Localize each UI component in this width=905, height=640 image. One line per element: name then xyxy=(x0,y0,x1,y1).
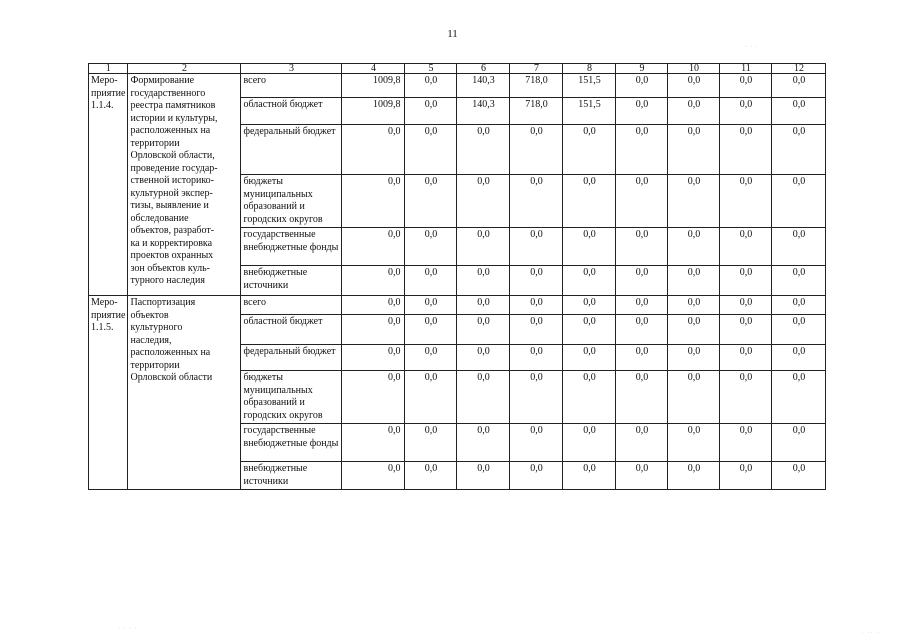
column-number-1: 1 xyxy=(89,64,128,74)
value-cell-col-4: 0,0 xyxy=(342,345,405,371)
value-cell-col-4: 0,0 xyxy=(342,462,405,490)
value-cell-col-8: 0,0 xyxy=(563,371,616,424)
value-cell-col-5: 0,0 xyxy=(405,424,457,462)
event-description-line: наследия, xyxy=(130,334,172,346)
value-cell-col-10: 0,0 xyxy=(668,125,720,175)
event-description-cell xyxy=(128,74,241,296)
value-cell-col-12: 0,0 xyxy=(772,371,826,424)
column-number-5: 5 xyxy=(405,64,457,74)
event-description-line: Орловской области, xyxy=(130,150,215,161)
value-cell-col-6: 0,0 xyxy=(457,175,510,228)
value-cell-col-11: 0,0 xyxy=(720,296,772,315)
value-cell-col-8: 0,0 xyxy=(563,345,616,371)
funding-source-cell: государственные внебюджетные фонды xyxy=(241,424,342,462)
value-cell-col-5: 0,0 xyxy=(405,462,457,490)
value-cell-col-10: 0,0 xyxy=(668,228,720,266)
value-cell-col-8: 0,0 xyxy=(563,228,616,266)
column-number-6: 6 xyxy=(457,64,510,74)
column-number-4: 4 xyxy=(342,64,405,74)
value-cell-col-11: 0,0 xyxy=(720,462,772,490)
value-cell-col-12: 0,0 xyxy=(772,228,826,266)
value-cell-col-12: 0,0 xyxy=(772,345,826,371)
column-number-8: 8 xyxy=(563,64,616,74)
value-cell-col-9: 0,0 xyxy=(616,462,668,490)
value-cell-col-7: 0,0 xyxy=(510,371,563,424)
event-description-line: объектов, разработ- xyxy=(130,225,215,236)
value-cell-col-7: 0,0 xyxy=(510,175,563,228)
value-cell-col-10: 0,0 xyxy=(668,371,720,424)
funding-source-cell: внебюджетные источники xyxy=(241,266,342,296)
event-description-line: обследование xyxy=(130,212,189,224)
value-cell-col-8: 0,0 xyxy=(563,175,616,228)
event-description-line: истории и культуры, xyxy=(130,112,218,124)
value-cell-col-12: 0,0 xyxy=(772,424,826,462)
event-cell xyxy=(89,296,128,490)
value-cell-col-4: 0,0 xyxy=(342,266,405,296)
value-cell-col-4: 0,0 xyxy=(342,315,405,345)
column-number-7: 7 xyxy=(510,64,563,74)
value-cell-col-8: 0,0 xyxy=(563,315,616,345)
value-cell-col-10: 0,0 xyxy=(668,424,720,462)
value-cell-col-5: 0,0 xyxy=(405,345,457,371)
value-cell-col-5: 0,0 xyxy=(405,74,457,98)
value-cell-col-8: 0,0 xyxy=(563,266,616,296)
value-cell-col-8: 0,0 xyxy=(563,424,616,462)
funding-source-cell: всего xyxy=(241,74,342,98)
value-cell-col-11: 0,0 xyxy=(720,175,772,228)
event-description-line: тизы, выявление и xyxy=(130,200,209,211)
funding-source-cell: областной бюджет xyxy=(241,315,342,345)
value-cell-col-7: 0,0 xyxy=(510,462,563,490)
event-description-line: ка и корректировка xyxy=(130,237,213,249)
event-label-line: Меро- xyxy=(91,297,118,308)
event-description-line: культурной экспер- xyxy=(130,187,213,199)
event-description-line: Паспортизация xyxy=(130,297,196,308)
value-cell-col-7: 0,0 xyxy=(510,228,563,266)
funding-source-cell: областной бюджет xyxy=(241,98,342,125)
value-cell-col-8: 0,0 xyxy=(563,462,616,490)
value-cell-col-6: 0,0 xyxy=(457,228,510,266)
funding-source-cell: государственные внебюджетные фонды xyxy=(241,228,342,266)
funding-source-cell: бюджеты муниципальных образований и городских округов xyxy=(241,371,342,424)
value-cell-col-11: 0,0 xyxy=(720,371,772,424)
value-cell-col-11: 0,0 xyxy=(720,266,772,296)
value-cell-col-6: 0,0 xyxy=(457,345,510,371)
value-cell-col-11: 0,0 xyxy=(720,315,772,345)
value-cell-col-4: 0,0 xyxy=(342,296,405,315)
event-description-line: проведение государ- xyxy=(130,162,218,174)
value-cell-col-6: 0,0 xyxy=(457,125,510,175)
funding-source-cell: внебюджетные источники xyxy=(241,462,342,490)
value-cell-col-10: 0,0 xyxy=(668,462,720,490)
value-cell-col-9: 0,0 xyxy=(616,125,668,175)
value-cell-col-4: 0,0 xyxy=(342,371,405,424)
event-description-line: реестра памятников xyxy=(130,100,216,111)
scan-artifact: · ·· ·· xyxy=(862,630,882,636)
value-cell-col-12: 0,0 xyxy=(772,98,826,125)
value-cell-col-8: 151,5 xyxy=(563,98,616,125)
value-cell-col-6: 0,0 xyxy=(457,296,510,315)
value-cell-col-6: 140,3 xyxy=(457,98,510,125)
column-number-9: 9 xyxy=(616,64,668,74)
value-cell-col-10: 0,0 xyxy=(668,296,720,315)
event-label-line: 1.1.5. xyxy=(91,322,114,333)
funding-source-cell: всего xyxy=(241,296,342,315)
value-cell-col-9: 0,0 xyxy=(616,424,668,462)
value-cell-col-5: 0,0 xyxy=(405,228,457,266)
event-description-line: расположенных на xyxy=(130,125,211,136)
scan-artifact: · · · xyxy=(745,44,759,50)
value-cell-col-10: 0,0 xyxy=(668,98,720,125)
event-description-line: ственной историко- xyxy=(130,175,214,186)
scan-artifact: · · · · xyxy=(118,626,138,632)
event-description-line: Орловской области xyxy=(130,372,213,383)
value-cell-col-4: 0,0 xyxy=(342,175,405,228)
value-cell-col-12: 0,0 xyxy=(772,296,826,315)
value-cell-col-12: 0,0 xyxy=(772,315,826,345)
value-cell-col-6: 0,0 xyxy=(457,462,510,490)
value-cell-col-11: 0,0 xyxy=(720,345,772,371)
value-cell-col-9: 0,0 xyxy=(616,315,668,345)
value-cell-col-5: 0,0 xyxy=(405,371,457,424)
value-cell-col-5: 0,0 xyxy=(405,175,457,228)
value-cell-col-7: 0,0 xyxy=(510,345,563,371)
event-description-line: Формирование xyxy=(130,75,195,86)
value-cell-col-9: 0,0 xyxy=(616,74,668,98)
event-description-line: проектов охранных xyxy=(130,250,214,261)
value-cell-col-9: 0,0 xyxy=(616,266,668,296)
value-cell-col-11: 0,0 xyxy=(720,74,772,98)
value-cell-col-12: 0,0 xyxy=(772,74,826,98)
value-cell-col-6: 0,0 xyxy=(457,424,510,462)
event-description-line: расположенных на xyxy=(130,347,211,358)
table-body xyxy=(89,74,826,490)
value-cell-col-9: 0,0 xyxy=(616,296,668,315)
table-row xyxy=(89,296,826,315)
value-cell-col-7: 718,0 xyxy=(510,74,563,98)
event-description-line: государственного xyxy=(130,87,206,99)
value-cell-col-5: 0,0 xyxy=(405,266,457,296)
column-number-10: 10 xyxy=(668,64,720,74)
column-number-2: 2 xyxy=(128,64,241,74)
event-description-line: территории xyxy=(130,137,180,149)
value-cell-col-10: 0,0 xyxy=(668,74,720,98)
value-cell-col-4: 0,0 xyxy=(342,228,405,266)
event-description-line: объектов xyxy=(130,309,169,321)
column-number-11: 11 xyxy=(720,64,772,74)
value-cell-col-8: 151,5 xyxy=(563,74,616,98)
value-cell-col-5: 0,0 xyxy=(405,125,457,175)
value-cell-col-5: 0,0 xyxy=(405,296,457,315)
table-row xyxy=(89,74,826,98)
value-cell-col-10: 0,0 xyxy=(668,175,720,228)
column-number-12: 12 xyxy=(772,64,826,74)
value-cell-col-5: 0,0 xyxy=(405,98,457,125)
event-label-line: приятие xyxy=(91,87,126,99)
value-cell-col-4: 0,0 xyxy=(342,424,405,462)
value-cell-col-9: 0,0 xyxy=(616,98,668,125)
funding-table xyxy=(88,63,826,490)
value-cell-col-4: 0,0 xyxy=(342,125,405,175)
event-description-line: зон объектов куль- xyxy=(130,262,211,274)
value-cell-col-7: 718,0 xyxy=(510,98,563,125)
value-cell-col-6: 0,0 xyxy=(457,266,510,296)
value-cell-col-12: 0,0 xyxy=(772,175,826,228)
event-description-line: турного наследия xyxy=(130,275,205,286)
value-cell-col-9: 0,0 xyxy=(616,371,668,424)
value-cell-col-4: 1009,8 xyxy=(342,74,405,98)
value-cell-col-10: 0,0 xyxy=(668,345,720,371)
value-cell-col-9: 0,0 xyxy=(616,345,668,371)
event-cell xyxy=(89,74,128,296)
value-cell-col-6: 140,3 xyxy=(457,74,510,98)
value-cell-col-8: 0,0 xyxy=(563,125,616,175)
event-description-line: территории xyxy=(130,359,180,371)
value-cell-col-7: 0,0 xyxy=(510,424,563,462)
funding-source-cell: федеральный бюджет xyxy=(241,125,342,175)
value-cell-col-4: 1009,8 xyxy=(342,98,405,125)
value-cell-col-7: 0,0 xyxy=(510,266,563,296)
event-label-line: Меро- xyxy=(91,75,118,86)
value-cell-col-12: 0,0 xyxy=(772,462,826,490)
column-number-3: 3 xyxy=(241,64,342,74)
value-cell-col-8: 0,0 xyxy=(563,296,616,315)
value-cell-col-12: 0,0 xyxy=(772,266,826,296)
value-cell-col-12: 0,0 xyxy=(772,125,826,175)
value-cell-col-11: 0,0 xyxy=(720,228,772,266)
value-cell-col-10: 0,0 xyxy=(668,315,720,345)
page-number: 11 xyxy=(447,28,458,40)
value-cell-col-10: 0,0 xyxy=(668,266,720,296)
column-number-row xyxy=(89,64,826,74)
value-cell-col-7: 0,0 xyxy=(510,125,563,175)
value-cell-col-6: 0,0 xyxy=(457,371,510,424)
value-cell-col-7: 0,0 xyxy=(510,315,563,345)
value-cell-col-11: 0,0 xyxy=(720,424,772,462)
event-label-line: приятие xyxy=(91,309,126,321)
table-header xyxy=(89,64,826,74)
event-description-line: культурного xyxy=(130,322,183,333)
value-cell-col-11: 0,0 xyxy=(720,125,772,175)
value-cell-col-9: 0,0 xyxy=(616,228,668,266)
value-cell-col-9: 0,0 xyxy=(616,175,668,228)
value-cell-col-6: 0,0 xyxy=(457,315,510,345)
funding-source-cell: федеральный бюджет xyxy=(241,345,342,371)
value-cell-col-11: 0,0 xyxy=(720,98,772,125)
event-label-line: 1.1.4. xyxy=(91,100,114,111)
value-cell-col-7: 0,0 xyxy=(510,296,563,315)
value-cell-col-5: 0,0 xyxy=(405,315,457,345)
event-description-cell xyxy=(128,296,241,490)
funding-source-cell: бюджеты муниципальных образований и городских округов xyxy=(241,175,342,228)
